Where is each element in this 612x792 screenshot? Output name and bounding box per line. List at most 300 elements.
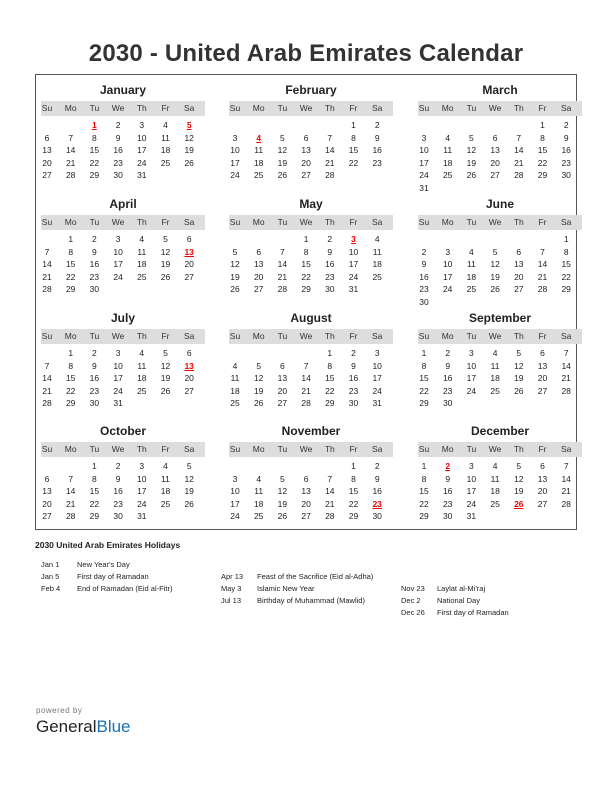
weekday-label: Mo (441, 444, 454, 454)
calendar-day: 2 (92, 234, 97, 244)
calendar-day: 10 (442, 259, 453, 269)
calendar-day: 13 (490, 145, 500, 155)
calendar-day: 1 (421, 461, 427, 471)
calendar-day: 7 (563, 461, 569, 471)
month-december (418, 416, 598, 528)
calendar-day: 6 (186, 234, 192, 244)
calendar-day: 21 (42, 271, 52, 282)
weekday-label: Fr (161, 444, 170, 454)
calendar-day: 14 (514, 145, 524, 155)
holiday-day: 13 (184, 360, 194, 371)
calendar-day: 7 (303, 360, 309, 371)
calendar-day: 2 (374, 461, 380, 471)
calendar-day: 16 (372, 145, 382, 155)
weekday-label: Th (136, 217, 147, 227)
month-september (418, 303, 598, 415)
calendar-day: 8 (68, 360, 74, 371)
calendar-day: 14 (561, 360, 571, 371)
calendar-day: 1 (421, 348, 427, 358)
calendar-day: 20 (301, 498, 311, 509)
calendar-day: 19 (490, 271, 500, 282)
calendar-day: 8 (303, 246, 309, 257)
calendar-day: 19 (230, 271, 240, 282)
calendar-day: 18 (137, 259, 147, 269)
calendar-day: 27 (42, 170, 52, 180)
calendar-day: 19 (253, 385, 264, 396)
calendar-day: 10 (372, 360, 382, 371)
calendar-day: 13 (253, 259, 264, 269)
calendar-day: 18 (137, 373, 147, 383)
month-february (229, 75, 409, 187)
calendar-day: 28 (277, 284, 288, 294)
calendar-day: 25 (160, 498, 171, 509)
calendar-day: 11 (466, 259, 476, 269)
calendar-day: 20 (301, 157, 311, 168)
month-name: September (468, 311, 532, 325)
weekday-label: We (111, 103, 125, 113)
calendar-day: 6 (186, 348, 192, 358)
holiday-column-1 (41, 560, 172, 596)
calendar-day: 30 (113, 511, 123, 521)
calendar-day: 7 (44, 360, 50, 371)
weekday-label: Tu (277, 444, 288, 454)
weekday-label: Th (513, 444, 524, 454)
calendar-day: 27 (184, 271, 194, 282)
calendar-day: 6 (540, 348, 545, 358)
calendar-day: 7 (280, 246, 285, 257)
calendar-day: 11 (490, 473, 500, 484)
month-name: November (281, 424, 341, 438)
holiday-day: 23 (372, 498, 382, 509)
weekday-label: We (111, 444, 125, 454)
weekday-label: Mo (252, 217, 265, 227)
calendar-day: 28 (301, 398, 311, 408)
weekday-label: Fr (349, 103, 358, 113)
holiday-day: 1 (92, 120, 97, 130)
calendar-day: 19 (514, 373, 524, 383)
weekday-label: Th (136, 331, 147, 341)
calendar-day: 26 (277, 511, 288, 521)
weekday-label: Fr (349, 217, 358, 227)
calendar-day: 9 (351, 360, 356, 371)
calendar-day: 29 (301, 284, 311, 294)
weekday-label: Su (41, 444, 53, 454)
calendar-day: 8 (351, 132, 356, 143)
weekday-label: Su (229, 103, 241, 113)
calendar-day: 14 (42, 259, 52, 269)
calendar-day: 30 (89, 398, 100, 408)
holiday-item (401, 608, 509, 620)
holiday-day: 4 (256, 132, 262, 143)
calendar-day: 11 (490, 360, 500, 371)
calendar-day: 7 (68, 473, 74, 484)
calendar-day: 1 (68, 348, 74, 358)
weekday-label: Su (229, 331, 241, 341)
weekday-label: Sa (371, 331, 383, 341)
calendar-day: 13 (514, 259, 524, 269)
calendar-day: 21 (65, 498, 76, 509)
weekday-label: Su (418, 331, 430, 341)
weekday-label: Sa (183, 103, 195, 113)
calendar-day: 29 (348, 511, 359, 521)
calendar-day: 12 (184, 132, 194, 143)
brand-logo[interactable] (36, 717, 131, 737)
calendar-day: 9 (115, 132, 121, 143)
weekday-label: Su (41, 103, 53, 113)
calendar-day: 27 (253, 284, 264, 294)
calendar-day: 2 (421, 246, 427, 257)
weekday-label: Th (136, 444, 147, 454)
calendar-day: 14 (561, 473, 571, 484)
calendar-day: 30 (561, 170, 571, 180)
weekday-label: Tu (277, 217, 288, 227)
calendar-day: 23 (113, 498, 123, 509)
month-name: August (290, 311, 332, 325)
weekday-label: We (488, 217, 502, 227)
calendar-day: 27 (537, 498, 548, 509)
calendar-day: 4 (139, 234, 145, 244)
calendar-day: 28 (561, 498, 571, 509)
calendar-day: 26 (253, 398, 264, 408)
calendar-day: 22 (348, 157, 359, 168)
calendar-day: 19 (277, 157, 288, 168)
calendar-day: 3 (445, 246, 451, 257)
weekday-label: Sa (560, 331, 572, 341)
calendar-day: 15 (89, 145, 100, 155)
calendar-day: 17 (372, 373, 382, 383)
month-april (41, 189, 221, 301)
calendar-day: 11 (137, 246, 147, 257)
weekday-label: Tu (466, 217, 477, 227)
calendar-day: 22 (419, 498, 429, 509)
calendar-day: 6 (303, 132, 309, 143)
calendar-day: 22 (65, 271, 76, 282)
calendar-day: 1 (351, 461, 356, 471)
calendar-day: 1 (327, 348, 333, 358)
holiday-item (221, 584, 373, 596)
holiday-name: End of Ramadan (Eid al-Fitr) (77, 584, 173, 593)
calendar-day: 25 (466, 284, 477, 294)
weekday-label: Fr (349, 331, 358, 341)
calendar-day: 28 (42, 284, 52, 294)
calendar-day: 25 (253, 511, 264, 521)
calendar-day: 9 (374, 132, 380, 143)
weekday-label: Sa (371, 444, 383, 454)
weekday-label: Fr (538, 217, 547, 227)
calendar-day: 22 (89, 157, 100, 168)
calendar-day: 26 (466, 170, 477, 180)
calendar-day: 30 (89, 284, 100, 294)
weekday-label: We (299, 217, 313, 227)
calendar-day: 16 (442, 486, 453, 496)
calendar-day: 26 (160, 385, 171, 396)
calendar-day: 30 (325, 284, 335, 294)
calendar-day: 25 (160, 157, 171, 168)
calendar-day: 20 (253, 271, 264, 282)
month-may (229, 189, 409, 301)
calendar-day: 8 (351, 473, 356, 484)
weekday-label: Su (418, 217, 430, 227)
calendar-day: 18 (490, 373, 500, 383)
calendar-day: 19 (466, 157, 477, 168)
calendar-day: 8 (92, 473, 97, 484)
calendar-day: 26 (184, 498, 194, 509)
calendar-day: 28 (65, 170, 76, 180)
calendar-day: 21 (65, 157, 76, 168)
calendar-day: 3 (374, 348, 380, 358)
weekday-label: Mo (252, 331, 265, 341)
calendar-day: 29 (419, 398, 429, 408)
calendar-day: 3 (469, 348, 474, 358)
calendar-grid (35, 74, 577, 530)
calendar-day: 17 (442, 271, 453, 282)
calendar-day: 12 (253, 373, 264, 383)
calendar-day: 15 (348, 486, 359, 496)
holidays-title: 2030 United Arab Emirates Holidays (35, 540, 181, 550)
calendar-day: 16 (419, 271, 429, 282)
calendar-day: 29 (65, 398, 76, 408)
calendar-day: 31 (466, 511, 477, 521)
holiday-name: Laylat al-Mi'raj (437, 584, 486, 593)
weekday-label: Mo (441, 331, 454, 341)
calendar-day: 28 (65, 511, 76, 521)
calendar-day: 5 (516, 461, 522, 471)
calendar-day: 24 (372, 385, 382, 396)
calendar-day: 25 (490, 385, 500, 396)
weekday-label: Su (41, 217, 53, 227)
weekday-label: Fr (161, 103, 170, 113)
holiday-item (221, 572, 373, 584)
calendar-day: 3 (232, 132, 238, 143)
calendar-day: 27 (490, 170, 500, 180)
calendar-day: 28 (325, 170, 335, 180)
calendar-day: 21 (325, 498, 335, 509)
calendar-day: 4 (163, 461, 168, 471)
calendar-day: 30 (348, 398, 359, 408)
calendar-day: 23 (348, 385, 359, 396)
month-march (418, 75, 598, 193)
calendar-day: 2 (115, 461, 121, 471)
calendar-day: 31 (113, 398, 123, 408)
calendar-day: 11 (161, 132, 170, 143)
weekday-label: Th (324, 103, 335, 113)
calendar-day: 17 (230, 498, 240, 509)
calendar-day: 26 (230, 284, 240, 294)
calendar-day: 17 (113, 259, 123, 269)
calendar-day: 8 (540, 132, 545, 143)
calendar-day: 8 (421, 360, 427, 371)
calendar-day: 10 (230, 486, 240, 496)
holiday-name: Birthday of Muhammad (Mawlid) (257, 596, 365, 605)
calendar-day: 22 (301, 271, 311, 282)
calendar-day: 9 (563, 132, 569, 143)
calendar-day: 19 (184, 145, 194, 155)
calendar-day: 1 (303, 234, 309, 244)
calendar-day: 11 (254, 145, 264, 155)
calendar-day: 21 (514, 157, 524, 168)
calendar-day: 14 (537, 259, 548, 269)
calendar-day: 10 (137, 132, 147, 143)
calendar-day: 14 (325, 145, 335, 155)
calendar-day: 31 (137, 511, 147, 521)
holiday-name: Feast of the Sacrifice (Eid al-Adha) (257, 572, 374, 581)
calendar-day: 18 (372, 259, 382, 269)
calendar-day: 9 (374, 473, 380, 484)
holiday-item (41, 560, 172, 572)
calendar-day: 29 (89, 170, 100, 180)
weekday-label: Tu (277, 103, 288, 113)
calendar-day: 4 (492, 348, 498, 358)
calendar-day: 10 (348, 246, 359, 257)
calendar-day: 17 (466, 373, 477, 383)
month-name: June (485, 197, 514, 211)
calendar-day: 2 (374, 120, 380, 130)
weekday-label: We (488, 444, 502, 454)
calendar-day: 23 (419, 284, 429, 294)
calendar-day: 26 (277, 170, 288, 180)
holiday-item (401, 584, 509, 596)
month-june (418, 189, 598, 307)
calendar-day: 18 (442, 157, 453, 168)
holiday-day: 2 (445, 461, 451, 471)
calendar-day: 6 (540, 461, 545, 471)
calendar-day: 2 (115, 120, 121, 130)
calendar-day: 12 (277, 145, 288, 155)
calendar-day: 17 (137, 486, 147, 496)
weekday-label: Fr (349, 444, 358, 454)
calendar-day: 15 (537, 145, 548, 155)
calendar-day: 15 (419, 373, 429, 383)
calendar-day: 12 (514, 473, 524, 484)
weekday-label: Mo (441, 217, 454, 227)
calendar-day: 12 (490, 259, 500, 269)
calendar-day: 6 (256, 246, 262, 257)
weekday-label: Tu (89, 444, 100, 454)
calendar-day: 26 (184, 157, 194, 168)
calendar-day: 6 (303, 473, 309, 484)
weekday-label: We (299, 444, 313, 454)
calendar-day: 6 (280, 360, 285, 371)
weekday-label: We (299, 103, 313, 113)
weekday-label: Tu (89, 331, 100, 341)
calendar-day: 4 (469, 246, 474, 257)
calendar-day: 11 (372, 246, 382, 257)
calendar-day: 15 (301, 259, 311, 269)
calendar-day: 21 (277, 271, 288, 282)
calendar-day: 14 (325, 486, 335, 496)
holiday-date: Nov 23 (401, 584, 425, 593)
holiday-date: Feb 4 (41, 584, 61, 593)
calendar-day: 15 (419, 486, 429, 496)
calendar-day: 20 (277, 385, 288, 396)
holiday-item (41, 584, 172, 596)
calendar-day: 22 (561, 271, 571, 282)
calendar-day: 9 (445, 473, 451, 484)
holiday-name: New Year's Day (77, 560, 130, 569)
calendar-day: 11 (137, 360, 147, 371)
calendar-day: 27 (42, 511, 52, 521)
powered-by-label: powered by (36, 706, 83, 715)
calendar-day: 28 (325, 511, 335, 521)
weekday-label: Tu (89, 103, 100, 113)
calendar-day: 21 (325, 157, 335, 168)
calendar-day: 14 (65, 486, 76, 496)
calendar-day: 31 (348, 284, 359, 294)
weekday-label: Th (324, 331, 335, 341)
calendar-day: 20 (42, 498, 52, 509)
calendar-day: 3 (115, 348, 121, 358)
month-july (41, 303, 221, 415)
calendar-day: 10 (113, 360, 123, 371)
weekday-label: We (111, 217, 125, 227)
weekday-label: Tu (466, 331, 477, 341)
calendar-day: 19 (184, 486, 194, 496)
calendar-day: 20 (184, 259, 194, 269)
calendar-day: 29 (561, 284, 571, 294)
weekday-label: Su (418, 103, 430, 113)
calendar-day: 12 (160, 246, 171, 257)
weekday-label: Sa (371, 217, 383, 227)
holiday-day: 5 (186, 120, 192, 130)
calendar-day: 22 (348, 498, 359, 509)
weekday-label: Mo (252, 444, 265, 454)
holiday-date: Dec 2 (401, 596, 421, 605)
calendar-day: 27 (514, 284, 524, 294)
calendar-day: 7 (44, 246, 50, 257)
calendar-day: 5 (186, 461, 192, 471)
weekday-label: Fr (538, 103, 547, 113)
calendar-day: 8 (421, 473, 427, 484)
calendar-day: 26 (490, 284, 500, 294)
calendar-day: 21 (561, 486, 571, 496)
calendar-day: 22 (65, 385, 76, 396)
calendar-day: 28 (537, 284, 548, 294)
weekday-label: We (111, 331, 125, 341)
calendar-day: 5 (280, 132, 285, 143)
weekday-label: Tu (277, 331, 288, 341)
calendar-day: 21 (301, 385, 311, 396)
holiday-name: National Day (437, 596, 480, 605)
holiday-name: Islamic New Year (257, 584, 315, 593)
calendar-day: 25 (490, 498, 500, 509)
calendar-day: 1 (92, 461, 97, 471)
calendar-day: 24 (230, 170, 240, 180)
holiday-date: Jan 5 (41, 572, 60, 581)
month-name: December (470, 424, 530, 438)
holiday-item (221, 596, 373, 608)
calendar-day: 14 (65, 145, 76, 155)
calendar-day: 18 (160, 145, 171, 155)
calendar-day: 2 (327, 234, 333, 244)
holiday-date: May 3 (221, 584, 242, 593)
calendar-day: 21 (42, 385, 52, 396)
calendar-day: 19 (160, 373, 171, 383)
calendar-day: 18 (253, 498, 264, 509)
calendar-day: 11 (230, 373, 240, 383)
calendar-day: 17 (419, 157, 429, 168)
calendar-day: 6 (516, 246, 522, 257)
calendar-day: 10 (419, 145, 429, 155)
month-november (229, 416, 409, 528)
weekday-label: Fr (161, 217, 170, 227)
calendar-day: 10 (230, 145, 240, 155)
calendar-day: 5 (256, 360, 262, 371)
calendar-day: 14 (42, 373, 52, 383)
calendar-day: 29 (65, 284, 76, 294)
calendar-day: 4 (445, 132, 451, 143)
calendar-day: 12 (160, 360, 171, 371)
calendar-day: 3 (232, 473, 238, 484)
